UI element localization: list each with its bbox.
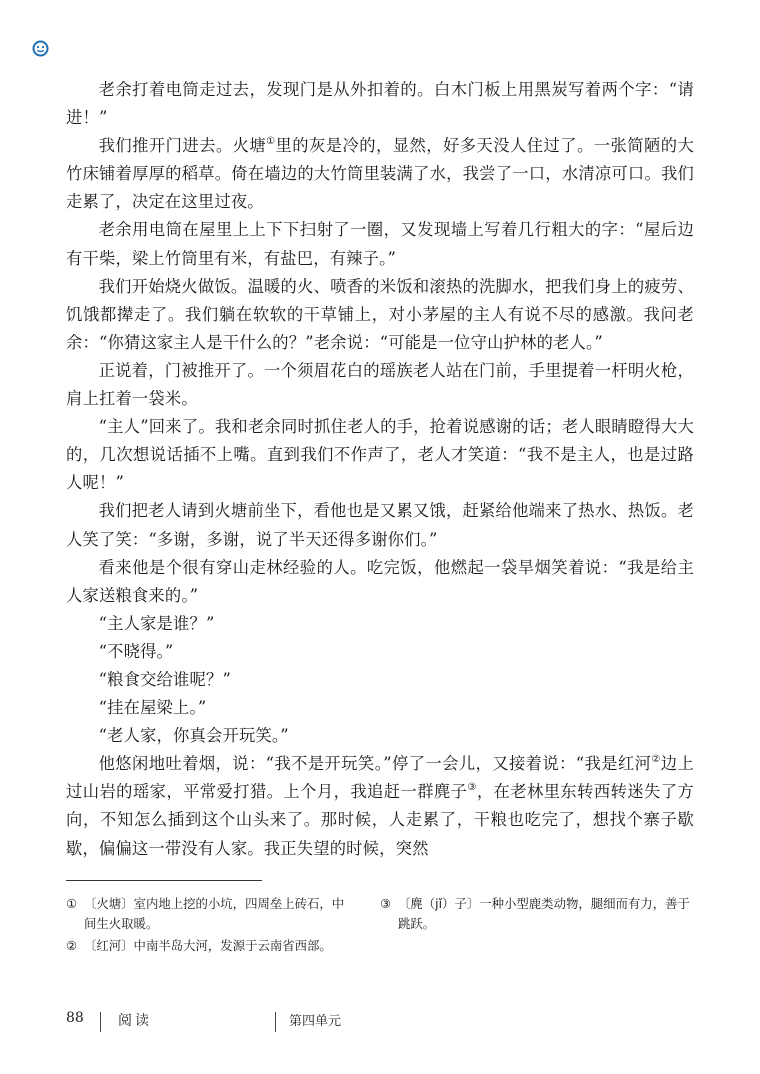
section-label: 阅读 <box>118 1013 152 1029</box>
paragraph: 老余打着电筒走过去，发现门是从外扣着的。白木门板上用黑炭写着两个字：“请进！” <box>66 80 694 128</box>
footer-divider <box>100 1012 101 1032</box>
dialogue-line: “不晓得。” <box>98 641 174 661</box>
footnote-ref: ② <box>651 754 661 766</box>
paragraph: 正说着，门被推开了。一个须眉花白的瑶族老人站在门前，手里提着一杆明火枪，肩上扛着一袋米。 <box>66 360 694 409</box>
paragraph: 我们把老人请到火塘前坐下，看他也是又累又饿，赶紧给他端来了热水、热饭。老人笑了笑：“多谢，多谢，说了半天还得多谢你们。” <box>66 501 694 549</box>
paragraph: “主人”回来了。我和老余同时抓住老人的手，抢着说感谢的话；老人眼睛瞪得大大的，几次想说话插不上嘴。直到我们不作声了，老人才笑道：“我不是主人，也是过路人呢！” <box>66 417 694 493</box>
footnote-divider <box>66 880 262 881</box>
paragraph: 老余用电筒在屋里上上下下扫射了一圈，又发现墙上写着几行粗大的字：“屋后边有干柴，梁上竹筒里有米，有盐巴，有辣子。” <box>66 220 694 268</box>
article-body <box>66 76 694 863</box>
smiley-icon <box>32 40 49 57</box>
footnote: ③ 〔麂（jǐ）子〕一种小型鹿类动物，腿细而有力，善于跳跃。 <box>380 896 690 931</box>
footnote-ref: ① <box>266 136 276 148</box>
page-number: 88 <box>66 1010 84 1026</box>
dialogue-line: “粮食交给谁呢？” <box>98 669 232 689</box>
paragraph: 看来他是个很有穿山走林经验的人。吃完饭，他燃起一袋旱烟笑着说：“我是给主人家送粮食来的。” <box>66 557 694 605</box>
paragraph: 我们推开门进去。火塘①里的灰是冷的，显然，好多天没人住过了。一张简陋的大竹床铺着厚厚的稻草。倚在墙边的大竹筒里装满了水，我尝了一口，水清凉可口。我们走累了，决定在这里过夜。 <box>66 136 694 212</box>
page-footer <box>0 1010 760 1036</box>
footer-divider <box>275 1012 276 1032</box>
dialogue-line: “老人家，你真会开玩笑。” <box>98 726 289 746</box>
footnote: ① 〔火塘〕室内地上挖的小坑，四周垒上砖石，中间生火取暖。 <box>66 896 345 931</box>
footnote-ref: ③ <box>467 782 477 794</box>
paragraph: 他悠闲地吐着烟，说：“我不是开玩笑。”停了一会儿，又接着说：“我是红河②边上过山岩的瑶家，平常爱打猎。上个月，我追赶一群麂子③，在老林里东转西转迷失了方向，不知怎么插到这个山头来了。那时候，人走累了，干粮也吃完了，想找个寨子歇歇，偏偏这一带没有人家。我正失望的时候，突然 <box>66 754 694 858</box>
paragraph: 我们开始烧火做饭。温暖的火、喷香的米饭和滚热的洗脚水，把我们身上的疲劳、饥饿都撵走了。我们躺在软软的干草铺上，对小茅屋的主人有说不尽的感激。我问老余：“你猜这家主人是干什么的？”老余说：“可能是一位守山护林的老人。” <box>66 276 694 352</box>
dialogue-line: “挂在屋梁上。” <box>98 698 207 718</box>
footnote: ② 〔红河〕中南半岛大河，发源于云南省西部。 <box>66 938 332 953</box>
unit-label: 第四单元 <box>289 1014 342 1029</box>
dialogue-line: “主人家是谁？” <box>98 613 215 633</box>
